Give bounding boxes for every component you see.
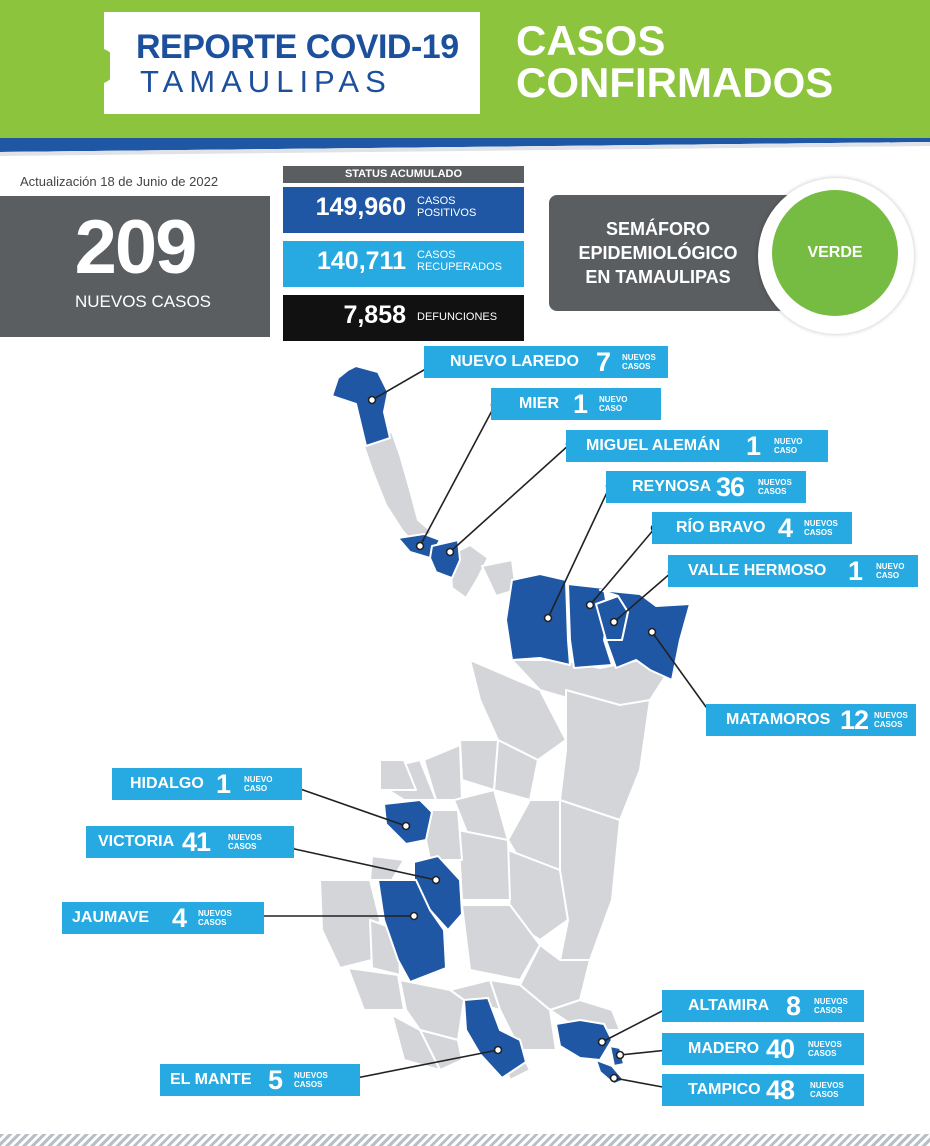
municipio-unit: NUEVOS CASOS — [758, 478, 792, 496]
status-header: STATUS ACUMULADO — [283, 166, 524, 183]
deaths-value: 7,858 — [343, 301, 406, 329]
label-rio-bravo — [652, 512, 852, 544]
municipio-name: MADERO — [688, 1040, 760, 1057]
municipio-count: 4 — [172, 903, 187, 933]
municipio-name: VICTORIA — [98, 833, 175, 850]
municipio-count: 1 — [573, 389, 588, 419]
municipio-count: 7 — [596, 347, 611, 377]
municipio-miguel-aleman — [430, 540, 460, 578]
new-cases-label: NUEVOS CASOS — [74, 292, 212, 311]
positive-label-line2: POSITIVOS — [417, 207, 477, 219]
label-valle-hermoso — [668, 555, 918, 587]
municipio-name: MIGUEL ALEMÁN — [586, 437, 721, 454]
municipio-name: MATAMOROS — [726, 711, 831, 728]
municipio-unit: NUEVOS CASOS — [804, 519, 838, 537]
municipio-unit: NUEVOS CASOS — [622, 353, 656, 371]
deaths-label: DEFUNCIONES — [417, 311, 498, 323]
municipio-name: HIDALGO — [130, 775, 204, 792]
municipio-name: TAMPICO — [688, 1081, 761, 1098]
new-cases-count: 209 — [74, 205, 196, 290]
page-title-line1: CASOS — [516, 17, 666, 64]
municipio-name: VALLE HERMOSO — [688, 562, 827, 579]
municipio-name: MIER — [519, 395, 559, 412]
municipio-count: 1 — [216, 769, 231, 799]
municipio-count: 1 — [746, 431, 761, 461]
label-madero — [662, 1033, 864, 1065]
municipio-count: 40 — [766, 1034, 795, 1064]
label-tampico — [662, 1074, 864, 1106]
footer-stripe — [0, 1134, 930, 1146]
label-matamoros — [706, 704, 916, 736]
municipio-unit: NUEVOS CASOS — [228, 833, 262, 851]
municipio-count: 12 — [840, 705, 869, 735]
municipio-reynosa — [506, 574, 570, 665]
municipio-name: RÍO BRAVO — [676, 519, 766, 536]
update-value: 18 de Junio de 2022 — [100, 174, 219, 189]
municipio-unit: NUEVOS CASOS — [808, 1040, 842, 1058]
recovered-label-line2: RECUPERADOS — [417, 261, 502, 273]
municipio-hidalgo — [384, 800, 432, 844]
municipio-unit: NUEVOS CASOS — [874, 711, 908, 729]
leader-miguel-aleman — [450, 444, 570, 552]
municipio-gray-miquihuana — [370, 856, 404, 880]
label-hidalgo — [112, 768, 302, 800]
semaforo-line2: EPIDEMIOLÓGICO — [578, 243, 738, 263]
municipio-gray-soto-la-marina — [560, 800, 620, 960]
logo-subtitle: TAMAULIPAS — [140, 64, 392, 99]
semaforo-light: VERDE — [772, 190, 898, 316]
semaforo-line3: EN TAMAULIPAS — [585, 267, 731, 287]
leader-tampico — [614, 1078, 668, 1088]
label-nuevo-laredo — [424, 346, 668, 378]
positive-value: 149,960 — [315, 193, 406, 221]
municipio-unit: NUEVO CASO — [599, 395, 628, 413]
page-title-line2: CONFIRMADOS — [516, 59, 834, 106]
municipio-unit: NUEVOS CASOS — [814, 997, 848, 1015]
label-jaumave — [62, 902, 264, 934]
municipio-name: ALTAMIRA — [688, 997, 770, 1014]
municipio-gray-san-nicolas — [460, 740, 498, 790]
label-reynosa — [606, 471, 806, 503]
municipio-count: 5 — [268, 1065, 283, 1095]
municipio-name: NUEVO LAREDO — [450, 353, 579, 370]
municipio-gray-palmillas — [348, 968, 404, 1010]
recovered-label-line1: CASOS — [417, 249, 456, 261]
municipio-unit: NUEVOS CASOS — [294, 1071, 328, 1089]
municipio-name: JAUMAVE — [72, 909, 150, 926]
leader-mier — [420, 405, 495, 546]
municipio-name: EL MANTE — [170, 1071, 252, 1088]
logo-title: REPORTE COVID-19 — [136, 28, 459, 66]
label-victoria — [86, 826, 294, 858]
municipio-count: 48 — [766, 1075, 795, 1105]
municipio-unit: NUEVOS CASOS — [198, 909, 232, 927]
semaforo-line1: SEMÁFORO — [605, 219, 710, 239]
municipio-unit: NUEVO CASO — [876, 562, 905, 580]
label-altamira — [662, 990, 864, 1022]
municipio-unit: NUEVO CASO — [244, 775, 273, 793]
update-label: Actualización — [20, 174, 97, 189]
municipio-unit: NUEVOS CASOS — [810, 1081, 844, 1099]
municipio-nuevo-laredo — [332, 366, 390, 446]
label-el-mante — [160, 1064, 360, 1096]
positive-label-line1: CASOS — [417, 195, 456, 207]
recovered-value: 140,711 — [317, 247, 406, 275]
municipio-gray-guerrero — [362, 432, 432, 546]
municipio-count: 41 — [182, 827, 211, 857]
municipio-count: 1 — [848, 556, 863, 586]
municipio-count: 36 — [716, 472, 745, 502]
leader-madero — [620, 1050, 668, 1055]
municipio-unit: NUEVO CASO — [774, 437, 803, 455]
municipio-count: 8 — [786, 991, 801, 1021]
label-mier — [491, 388, 661, 420]
municipio-count: 4 — [778, 513, 793, 543]
label-miguel-aleman — [566, 430, 828, 462]
municipio-gray-guemez — [458, 830, 510, 900]
municipio-name: REYNOSA — [632, 478, 712, 495]
